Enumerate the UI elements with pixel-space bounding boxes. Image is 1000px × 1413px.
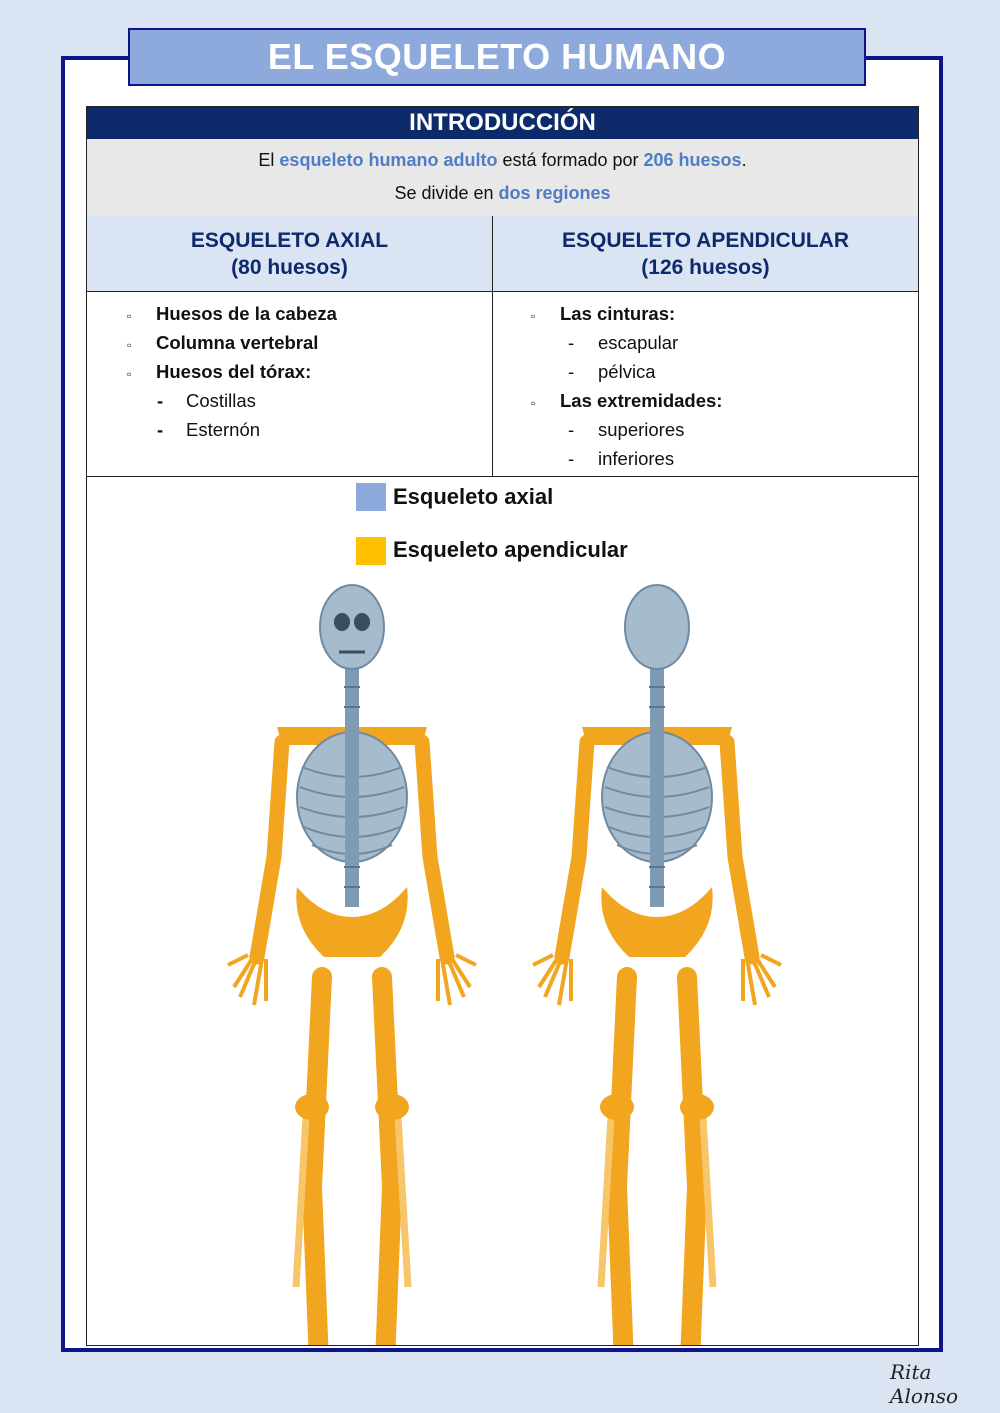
page-title: EL ESQUELETO HUMANO	[267, 36, 727, 77]
eye-socket	[354, 613, 370, 631]
intro-heading: INTRODUCCIÓN	[87, 107, 918, 139]
bullet-icon: ▫	[127, 367, 132, 381]
signature: Rita Alonso	[890, 1360, 959, 1408]
dash-icon: -	[568, 419, 575, 440]
intro-text: .	[741, 150, 747, 170]
dash-icon: -	[157, 390, 164, 411]
legend-axial: Esqueleto axial	[393, 484, 554, 509]
axial-count: (80 huesos)	[231, 255, 348, 279]
sub-list-item: inferiores	[598, 448, 675, 469]
intro-text: Se divide en	[394, 183, 499, 203]
sub-list-item: Esternón	[186, 419, 261, 440]
intro-highlight: 206 huesos	[643, 150, 742, 170]
bullet-icon: ▫	[127, 338, 132, 352]
bullet-icon: ▫	[127, 309, 132, 323]
list-item: Las extremidades:	[560, 390, 723, 411]
intro-text: El	[258, 150, 280, 170]
apendicular-title: ESQUELETO APENDICULAR	[561, 228, 850, 252]
skeleton-back	[533, 585, 781, 1345]
bullet-icon: ▫	[531, 309, 536, 323]
sub-list-item: Costillas	[186, 390, 256, 411]
sub-list-item: pélvica	[598, 361, 656, 382]
bullet-icon: ▫	[531, 396, 536, 410]
list-item: Huesos de la cabeza	[156, 303, 337, 324]
apendicular-count: (126 huesos)	[641, 255, 770, 279]
list-item: Columna vertebral	[156, 332, 319, 353]
dash-icon: -	[568, 361, 575, 382]
list-item: Huesos del tórax:	[156, 361, 312, 382]
sub-list-item: escapular	[598, 332, 679, 353]
skeleton-front	[228, 585, 476, 1345]
sub-list-item: superiores	[598, 419, 685, 440]
intro-highlight: dos regiones	[498, 183, 611, 203]
content-sheet	[86, 106, 919, 1346]
intro-highlight: esqueleto humano adulto	[279, 150, 498, 170]
dash-icon: -	[157, 419, 164, 440]
axial-title: ESQUELETO AXIAL	[190, 228, 389, 252]
eye-socket	[334, 613, 350, 631]
dash-icon: -	[568, 332, 575, 353]
dash-icon: -	[568, 448, 575, 469]
list-item: Las cinturas:	[560, 303, 676, 324]
legend-apendicular: Esqueleto apendicular	[393, 537, 628, 562]
skeleton-illustration	[87, 107, 918, 1345]
title-banner	[128, 28, 866, 86]
intro-text: está formado por	[497, 150, 644, 170]
